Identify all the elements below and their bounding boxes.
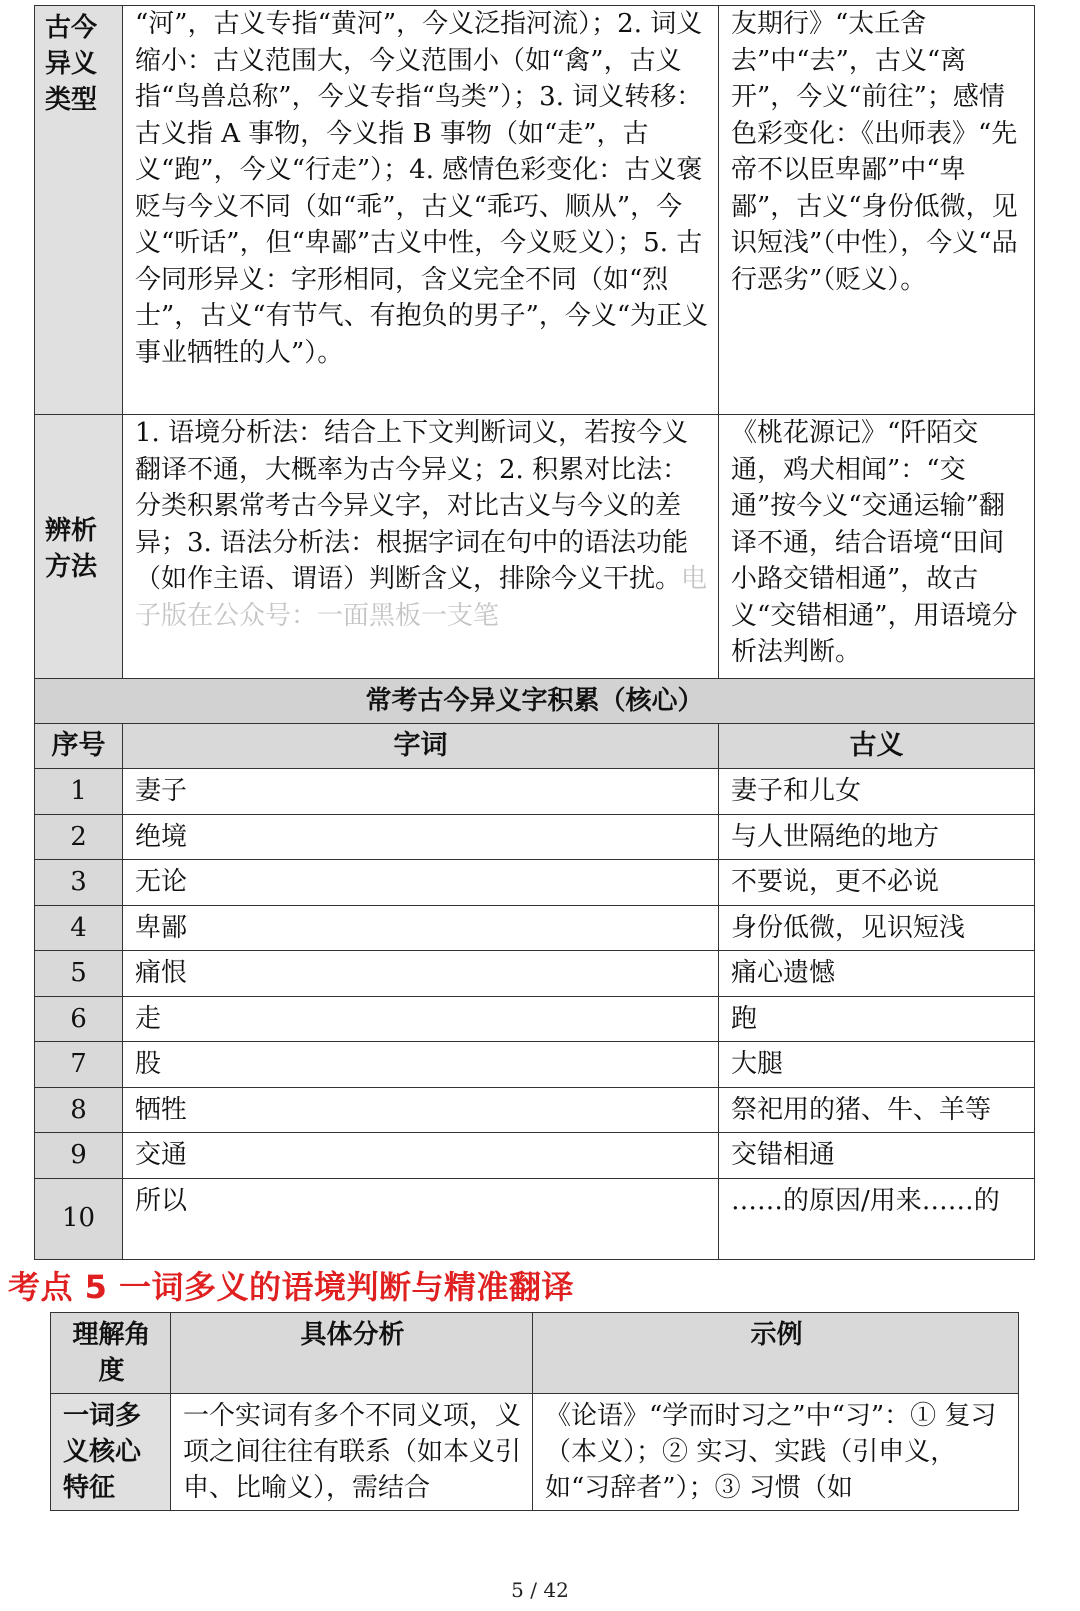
polysemy-label: 一词多义核心特征	[51, 1394, 171, 1511]
row-meaning: 与人世隔绝的地方	[719, 814, 1035, 860]
type-row	[35, 6, 1035, 415]
row-word: 妻子	[123, 769, 719, 815]
polysemy-table	[50, 1312, 1019, 1511]
row-meaning: 跑	[719, 996, 1035, 1042]
row-meaning: 身份低微，见识短浅	[719, 905, 1035, 951]
header-angle: 理解角度	[51, 1313, 171, 1394]
row-word: 牺牲	[123, 1087, 719, 1133]
row-number: 6	[35, 996, 123, 1042]
method-analysis: 1. 语境分析法：结合上下文判断词义，若按今义翻译不通，大概率为古今异义；2. 积累对比法：分类积累常考古今异义字，对比古义与今义的差异；3. 语法分析法：根据字词在句中的语法功能（如作主语、谓语）判断含义，排除今义干扰。	[135, 418, 689, 594]
row-number: 7	[35, 1042, 123, 1088]
method-row	[35, 415, 1035, 679]
column-header-row	[35, 724, 1035, 769]
row-word: 绝境	[123, 814, 719, 860]
table-row	[35, 905, 1035, 951]
row-number: 3	[35, 860, 123, 906]
section-heading: 考点 5 一词多义的语境判断与精准翻译	[8, 1268, 575, 1306]
table-row	[35, 1178, 1035, 1259]
row-meaning: 祭祀用的猪、牛、羊等	[719, 1087, 1035, 1133]
section-title: 常考古今异义字积累（核心）	[35, 679, 1035, 724]
row-word: 交通	[123, 1133, 719, 1179]
type-analysis: “河”，古义专指“黄河”，今义泛指河流）；2. 词义缩小：古义范围大，今义范围小（如“禽”，古义指“鸟兽总称”，今义专指“鸟类”）；3. 词义转移：古义指 A 事物，今义指 B 事物（如“走”，古义“跑”，今义“行走”）；4. 感情色彩变化：古义褒贬与今义不同（如“乖”，古义“乖巧、顺从”，今义“听话”，但“卑鄙”古义中性，今义贬义）；5. 古今同形异义：字形相同，含义完全不同（如“烈士”，古义“有节气、有抱负的男子”，今义“为正义事业牺牲的人”）。	[123, 6, 719, 415]
header-analysis: 具体分析	[171, 1313, 533, 1394]
table-row	[35, 860, 1035, 906]
header-number: 序号	[35, 724, 123, 769]
row-number: 10	[35, 1178, 123, 1259]
header-meaning: 古义	[719, 724, 1035, 769]
row-meaning: 交错相通	[719, 1133, 1035, 1179]
table-row	[35, 769, 1035, 815]
type-example: 友期行》“太丘舍去”中“去”，古义“离开”，今义“前往”；感情色彩变化：《出师表》“先帝不以臣卑鄙”中“卑鄙”，古义“身份低微，见识短浅”（中性），今义“品行恶劣”（贬义）。	[719, 6, 1035, 415]
type-label: 古今异义类型	[35, 6, 123, 415]
table-row	[35, 1042, 1035, 1088]
row-number: 4	[35, 905, 123, 951]
polysemy-row	[51, 1394, 1019, 1511]
table-row	[35, 814, 1035, 860]
row-word: 所以	[123, 1178, 719, 1259]
row-word: 走	[123, 996, 719, 1042]
polysemy-analysis: 一个实词有多个不同义项，义项之间往往有联系（如本义引申、比喻义），需结合	[171, 1394, 533, 1511]
page-number: 5 / 42	[511, 1578, 569, 1602]
ancient-modern-meaning-table	[34, 5, 1035, 1260]
row-number: 8	[35, 1087, 123, 1133]
row-number: 1	[35, 769, 123, 815]
table-row	[35, 1087, 1035, 1133]
row-word: 股	[123, 1042, 719, 1088]
header-word: 字词	[123, 724, 719, 769]
row-meaning: 妻子和儿女	[719, 769, 1035, 815]
row-number: 5	[35, 951, 123, 997]
row-meaning: ……的原因/用来……的	[719, 1178, 1035, 1259]
table-row	[35, 1133, 1035, 1179]
method-label: 辨析方法	[35, 415, 123, 679]
row-word: 痛恨	[123, 951, 719, 997]
row-word: 无论	[123, 860, 719, 906]
row-meaning: 痛心遗憾	[719, 951, 1035, 997]
watermark-note: 电子版在公众号：一面黑板一支笔	[135, 564, 708, 631]
table-row	[35, 996, 1035, 1042]
polysemy-header-row	[51, 1313, 1019, 1394]
method-example: 《桃花源记》“阡陌交通，鸡犬相闻”：“交通”按今义“交通运输”翻译不通，结合语境“田间小路交错相通”，故古义“交错相通”，用语境分析法判断。	[719, 415, 1035, 679]
header-example: 示例	[533, 1313, 1019, 1394]
section-title-row	[35, 679, 1035, 724]
row-number: 2	[35, 814, 123, 860]
row-word: 卑鄙	[123, 905, 719, 951]
polysemy-example: 《论语》“学而时习之”中“习”：① 复习（本义）；② 实习、实践（引申义，如“习辞者”）；③ 习惯（如	[533, 1394, 1019, 1511]
row-number: 9	[35, 1133, 123, 1179]
method-analysis-cell	[123, 415, 719, 679]
row-meaning: 大腿	[719, 1042, 1035, 1088]
table-row	[35, 951, 1035, 997]
row-meaning: 不要说，更不必说	[719, 860, 1035, 906]
